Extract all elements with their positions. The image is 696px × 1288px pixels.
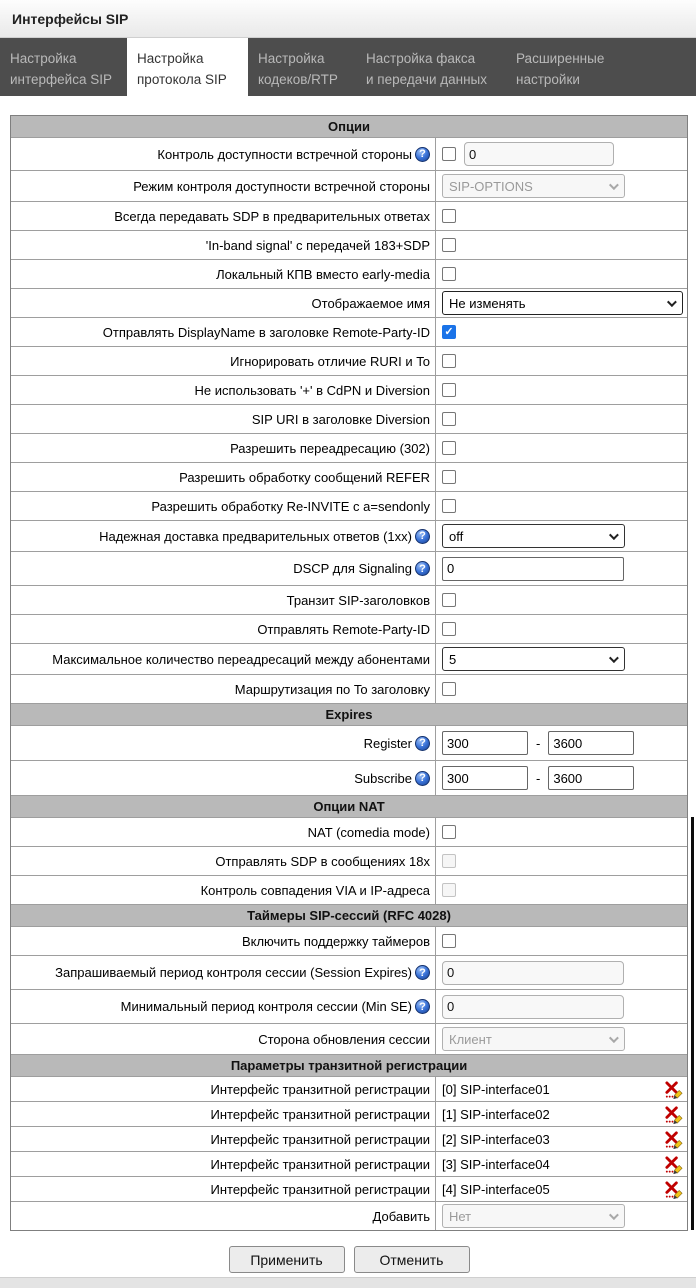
text-input xyxy=(442,961,624,985)
table-row xyxy=(11,726,687,761)
text-input xyxy=(464,142,614,166)
row-label-cell xyxy=(11,876,436,904)
table-row xyxy=(11,644,687,675)
table-row xyxy=(11,927,687,956)
row-control-cell xyxy=(436,1102,687,1126)
table-row xyxy=(11,260,687,289)
table-row xyxy=(11,956,687,990)
table-row xyxy=(11,521,687,552)
table-row xyxy=(11,1177,687,1202)
row-label-cell xyxy=(11,171,436,201)
row-label: Разрешить обработку Re-INVITE с a=sendonly xyxy=(151,498,430,514)
row-control-cell xyxy=(436,521,687,551)
row-control-cell xyxy=(436,847,687,875)
checkbox[interactable] xyxy=(442,825,456,839)
row-label: Маршрутизация по To заголовку xyxy=(234,681,430,697)
row-label: Интерфейс транзитной регистрации xyxy=(210,1081,430,1097)
row-label-cell xyxy=(11,726,436,760)
row-control-cell xyxy=(436,138,687,170)
tab-label: и передачи данных xyxy=(366,71,487,87)
row-label: Сторона обновления сессии xyxy=(258,1031,430,1047)
row-control-cell xyxy=(436,202,687,230)
tab-bar-filler xyxy=(628,38,696,96)
row-label-cell xyxy=(11,818,436,846)
table-row xyxy=(11,318,687,347)
row-label: Интерфейс транзитной регистрации xyxy=(210,1131,430,1147)
table-row xyxy=(11,1202,687,1230)
row-label: Разрешить обработку сообщений REFER xyxy=(179,469,430,485)
action-buttons xyxy=(10,1246,688,1273)
interface-value: [2] SIP-interface03 xyxy=(442,1131,550,1147)
row-label-cell xyxy=(11,521,436,551)
row-label: Отправлять Remote-Party-ID xyxy=(257,621,430,637)
tab-bar xyxy=(0,38,696,96)
edit-delete-icon[interactable] xyxy=(664,1180,683,1199)
table-row xyxy=(11,1102,687,1127)
table-row xyxy=(11,405,687,434)
tab-label: Настройка xyxy=(258,51,325,66)
tab-codecs-rtp-settings[interactable] xyxy=(248,38,356,96)
help-icon[interactable]: ? xyxy=(415,561,430,576)
page-title: Интерфейсы SIP xyxy=(12,10,129,27)
interface-value: [0] SIP-interface01 xyxy=(442,1081,550,1097)
row-control-cell xyxy=(436,956,687,989)
row-label-cell xyxy=(11,202,436,230)
select[interactable] xyxy=(442,524,625,548)
row-label-cell xyxy=(11,463,436,491)
table-row xyxy=(11,171,687,202)
row-label-cell xyxy=(11,586,436,614)
tab-label: кодеков/RTP xyxy=(258,71,338,87)
row-label-cell xyxy=(11,990,436,1023)
row-control-cell xyxy=(436,1152,687,1176)
checkbox[interactable] xyxy=(442,325,456,339)
text-input xyxy=(442,995,624,1019)
row-label-cell xyxy=(11,231,436,259)
row-control-cell xyxy=(436,761,687,795)
text-input[interactable] xyxy=(548,766,634,790)
row-label-cell xyxy=(11,1202,436,1230)
table-row xyxy=(11,552,687,586)
checkbox[interactable] xyxy=(442,209,456,223)
table-row xyxy=(11,231,687,260)
chevron-down-icon xyxy=(609,530,619,540)
row-control-cell xyxy=(436,463,687,491)
row-label: Интерфейс транзитной регистрации xyxy=(210,1181,430,1197)
table-row xyxy=(11,463,687,492)
row-control-cell xyxy=(436,1127,687,1151)
checkbox[interactable] xyxy=(442,934,456,948)
tab-sip-protocol-settings[interactable] xyxy=(127,38,248,96)
row-control-cell xyxy=(436,927,687,955)
table-row xyxy=(11,615,687,644)
row-label-cell xyxy=(11,1102,436,1126)
tab-label: интерфейса SIP xyxy=(10,71,112,87)
row-label-cell xyxy=(11,956,436,989)
checkbox[interactable] xyxy=(442,267,456,281)
apply-button[interactable]: Применить xyxy=(229,1246,345,1273)
row-control-cell xyxy=(436,231,687,259)
table-row xyxy=(11,347,687,376)
section-header: Таймеры SIP-сессий (RFC 4028) xyxy=(11,905,687,927)
tab-label: настройки xyxy=(516,71,580,87)
checkbox xyxy=(442,854,456,868)
row-control-cell xyxy=(436,347,687,375)
table-row xyxy=(11,876,687,905)
table-row xyxy=(11,675,687,704)
row-control-cell xyxy=(436,405,687,433)
select xyxy=(442,1027,625,1051)
row-label-cell xyxy=(11,434,436,462)
interface-value: [1] SIP-interface02 xyxy=(442,1106,550,1122)
help-icon[interactable]: ? xyxy=(415,999,430,1014)
row-label-cell xyxy=(11,761,436,795)
edit-delete-icon[interactable] xyxy=(664,1130,683,1149)
row-label: Минимальный период контроля сессии (Min SE) xyxy=(120,999,412,1014)
select xyxy=(442,174,625,198)
tab-advanced-settings[interactable] xyxy=(506,38,628,96)
table-row xyxy=(11,586,687,615)
section-header: Опции NAT xyxy=(11,796,687,818)
table-row xyxy=(11,847,687,876)
checkbox[interactable] xyxy=(442,354,456,368)
row-control-cell xyxy=(436,318,687,346)
row-control-cell xyxy=(436,1202,687,1230)
chevron-down-icon xyxy=(667,297,677,307)
row-control-cell xyxy=(436,434,687,462)
row-control-cell xyxy=(436,818,687,846)
row-label: Включить поддержку таймеров xyxy=(241,933,430,949)
row-label: Интерфейс транзитной регистрации xyxy=(210,1156,430,1172)
row-control-cell xyxy=(436,492,687,520)
row-label-cell xyxy=(11,405,436,433)
row-label-cell xyxy=(11,289,436,317)
row-label: Транзит SIP-заголовков xyxy=(286,592,430,608)
select-value: Клиент xyxy=(449,1031,492,1047)
row-label-cell xyxy=(11,492,436,520)
checkmark-icon: ✓ xyxy=(444,325,454,338)
row-label: Локальный КПВ вместо early-media xyxy=(216,266,430,282)
row-label-cell xyxy=(11,927,436,955)
text-input[interactable] xyxy=(442,731,528,755)
row-label-cell xyxy=(11,552,436,585)
select-value: Не изменять xyxy=(449,295,526,311)
table-row xyxy=(11,1077,687,1102)
tab-label: Настройка xyxy=(10,51,77,66)
row-control-cell xyxy=(436,876,687,904)
row-label-cell xyxy=(11,138,436,170)
row-label: DSCP для Signaling xyxy=(293,561,412,576)
row-label: Не использовать '+' в CdPN и Diversion xyxy=(194,382,430,398)
table-row xyxy=(11,761,687,796)
table-row xyxy=(11,138,687,171)
row-label-cell xyxy=(11,260,436,288)
row-label: Интерфейс транзитной регистрации xyxy=(210,1106,430,1122)
checkbox[interactable] xyxy=(442,383,456,397)
row-label-cell xyxy=(11,644,436,674)
select-value: off xyxy=(449,528,464,544)
checkbox[interactable] xyxy=(442,622,456,636)
edit-delete-icon[interactable] xyxy=(664,1080,683,1099)
checkbox[interactable] xyxy=(442,499,456,513)
checkbox[interactable] xyxy=(442,682,456,696)
row-label-cell xyxy=(11,1127,436,1151)
row-control-cell xyxy=(436,552,687,585)
tab-label: Расширенные xyxy=(516,51,605,66)
row-control-cell xyxy=(436,644,687,674)
row-label: 'In-band signal' с передачей 183+SDP xyxy=(205,237,430,253)
tab-label: протокола SIP xyxy=(137,71,227,87)
checkbox xyxy=(442,883,456,897)
row-label: Режим контроля доступности встречной стороны xyxy=(133,178,430,194)
row-control-cell xyxy=(436,1177,687,1201)
chevron-down-icon xyxy=(609,180,619,190)
table-row xyxy=(11,434,687,463)
select-value: 5 xyxy=(449,651,457,667)
scrollbar-thumb[interactable] xyxy=(691,817,694,1230)
help-icon[interactable]: ? xyxy=(415,147,430,162)
select-value: SIP-OPTIONS xyxy=(449,178,533,194)
settings-table xyxy=(10,115,688,1231)
table-row xyxy=(11,818,687,847)
row-label-cell xyxy=(11,1077,436,1101)
row-label: Надежная доставка предварительных ответов (1xx) xyxy=(99,528,412,544)
table-row xyxy=(11,376,687,405)
table-row xyxy=(11,289,687,318)
row-label: Register xyxy=(363,735,412,751)
interface-value: [3] SIP-interface04 xyxy=(442,1156,550,1172)
table-row xyxy=(11,990,687,1024)
text-input[interactable] xyxy=(442,557,624,581)
row-label-cell xyxy=(11,1024,436,1054)
table-row xyxy=(11,1152,687,1177)
checkbox[interactable] xyxy=(442,470,456,484)
tab-label: Настройка xyxy=(137,51,204,66)
row-control-cell xyxy=(436,615,687,643)
row-label: Добавить xyxy=(372,1208,430,1224)
row-label-cell xyxy=(11,675,436,703)
help-icon[interactable]: ? xyxy=(415,965,430,980)
row-control-cell xyxy=(436,990,687,1023)
section-header: Параметры транзитной регистрации xyxy=(11,1055,687,1077)
row-control-cell xyxy=(436,376,687,404)
row-label: Контроль доступности встречной стороны xyxy=(157,146,412,162)
chevron-down-icon xyxy=(609,1033,619,1043)
interface-value: [4] SIP-interface05 xyxy=(442,1181,550,1197)
row-label: Игнорировать отличие RURI и To xyxy=(230,353,430,369)
range-separator: - xyxy=(536,770,541,786)
tab-sip-interface-settings[interactable] xyxy=(0,38,127,96)
row-control-cell xyxy=(436,1077,687,1101)
row-control-cell xyxy=(436,675,687,703)
row-label: Отправлять SDP в сообщениях 18x xyxy=(215,853,430,869)
row-label: Запрашиваемый период контроля сессии (Session Expires) xyxy=(55,965,412,980)
select-value: Нет xyxy=(449,1208,472,1224)
row-control-cell xyxy=(436,171,687,201)
table-row xyxy=(11,1024,687,1055)
section-header: Expires xyxy=(11,704,687,726)
select[interactable] xyxy=(442,291,683,315)
table-row xyxy=(11,492,687,521)
row-label-cell xyxy=(11,615,436,643)
row-label-cell xyxy=(11,1152,436,1176)
row-label: Subscribe xyxy=(354,770,412,786)
page-header xyxy=(0,0,696,38)
row-label: Контроль совпадения VIA и IP-адреса xyxy=(200,882,430,898)
row-control-cell xyxy=(436,289,687,317)
row-label-cell xyxy=(11,847,436,875)
checkbox[interactable] xyxy=(442,238,456,252)
tab-label: Настройка факса xyxy=(366,51,476,66)
row-label: Максимальное количество переадресаций между абонентами xyxy=(52,651,430,667)
row-label: Отображаемое имя xyxy=(311,295,430,311)
row-label-cell xyxy=(11,1177,436,1201)
checkbox[interactable] xyxy=(442,593,456,607)
range-separator: - xyxy=(536,735,541,751)
section-header: Опции xyxy=(11,116,687,138)
select[interactable] xyxy=(442,647,625,671)
checkbox[interactable] xyxy=(442,412,456,426)
chevron-down-icon xyxy=(609,653,619,663)
chevron-down-icon xyxy=(609,1210,619,1220)
tab-fax-data-settings[interactable] xyxy=(356,38,506,96)
table-row xyxy=(11,202,687,231)
checkbox[interactable] xyxy=(442,147,456,161)
table-row xyxy=(11,1127,687,1152)
row-label: Всегда передавать SDP в предварительных ответах xyxy=(114,208,430,224)
row-control-cell xyxy=(436,586,687,614)
edit-delete-icon[interactable] xyxy=(664,1105,683,1124)
help-icon[interactable]: ? xyxy=(415,529,430,544)
row-label: Отправлять DisplayName в заголовке Remote-Party-ID xyxy=(102,324,430,340)
text-input[interactable] xyxy=(548,731,634,755)
status-bar xyxy=(0,1277,696,1288)
row-control-cell xyxy=(436,260,687,288)
help-icon[interactable]: ? xyxy=(415,736,430,751)
row-label: NAT (comedia mode) xyxy=(307,824,430,840)
checkbox[interactable] xyxy=(442,441,456,455)
cancel-button[interactable]: Отменить xyxy=(354,1246,470,1273)
help-icon[interactable]: ? xyxy=(415,771,430,786)
row-label-cell xyxy=(11,347,436,375)
row-label: SIP URI в заголовке Diversion xyxy=(251,411,430,427)
edit-delete-icon[interactable] xyxy=(664,1155,683,1174)
row-label-cell xyxy=(11,376,436,404)
row-control-cell xyxy=(436,726,687,760)
row-label: Разрешить переадресацию (302) xyxy=(230,440,430,456)
select xyxy=(442,1204,625,1228)
text-input[interactable] xyxy=(442,766,528,790)
row-label-cell xyxy=(11,318,436,346)
row-control-cell xyxy=(436,1024,687,1054)
